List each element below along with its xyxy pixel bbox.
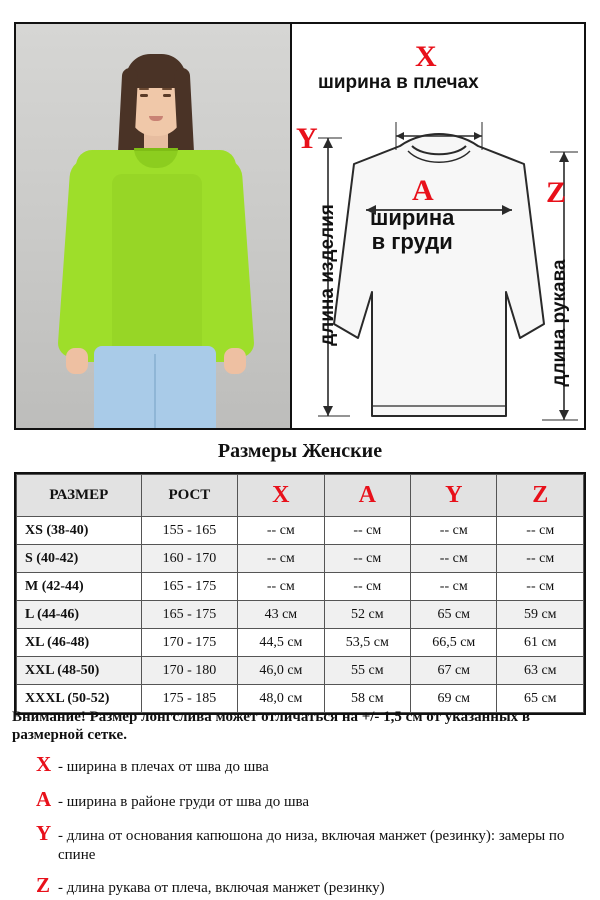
- cell-a: 55 см: [324, 657, 410, 685]
- cell-y: -- см: [411, 517, 497, 545]
- legend: [36, 752, 588, 900]
- cell-size: XXXL (50-52): [17, 685, 142, 713]
- cell-size: XS (38-40): [17, 517, 142, 545]
- cell-a: 52 см: [324, 601, 410, 629]
- cell-height: 165 - 175: [141, 573, 237, 601]
- header-size: РАЗМЕР: [17, 475, 142, 517]
- diagram-label-chest: [370, 206, 454, 254]
- cell-size: L (44-46): [17, 601, 142, 629]
- header-height: РОСТ: [141, 475, 237, 517]
- cell-x: 44,5 см: [238, 629, 324, 657]
- cell-size: M (42-44): [17, 573, 142, 601]
- table-row: [17, 573, 584, 601]
- legend-letter-a: A: [36, 786, 52, 811]
- cell-x: -- см: [238, 517, 324, 545]
- cell-y: -- см: [411, 573, 497, 601]
- cell-z: 61 см: [497, 629, 584, 657]
- table-row: [17, 545, 584, 573]
- diagram-label-chest-line1: ширина: [370, 205, 455, 230]
- cell-height: 170 - 180: [141, 657, 237, 685]
- cell-x: 43 см: [238, 601, 324, 629]
- cell-size: S (40-42): [17, 545, 142, 573]
- warning-text: Внимание! Размер лонгслива может отличаться на +/- 1,5 см от указанных в размерной сетке.: [12, 709, 531, 743]
- cell-x: 48,0 см: [238, 685, 324, 713]
- cell-height: 155 - 165: [141, 517, 237, 545]
- size-table-head: [17, 475, 584, 517]
- diagram-letter-y: Y: [296, 122, 318, 155]
- legend-letter-y: Y: [36, 821, 52, 846]
- diagram-label-length: длина изделия: [317, 204, 338, 346]
- cell-z: -- см: [497, 517, 584, 545]
- cell-a: -- см: [324, 573, 410, 601]
- product-photo-panel: [14, 22, 292, 430]
- header-z: Z: [497, 475, 584, 517]
- cell-z: 65 см: [497, 685, 584, 713]
- cell-y: 66,5 см: [411, 629, 497, 657]
- cell-a: 58 см: [324, 685, 410, 713]
- cell-z: 63 см: [497, 657, 584, 685]
- model-hand-right: [224, 348, 246, 374]
- diagram-letter-z: Z: [546, 176, 567, 209]
- cell-y: 65 см: [411, 601, 497, 629]
- legend-item-a: [36, 787, 588, 813]
- cell-height: 165 - 175: [141, 601, 237, 629]
- table-row: [17, 629, 584, 657]
- table-row: [17, 601, 584, 629]
- legend-letter-z: Z: [36, 872, 51, 897]
- legend-item-x: [36, 752, 588, 778]
- table-row: [17, 657, 584, 685]
- legend-item-y: [36, 821, 588, 864]
- measurement-diagram-panel: [292, 22, 586, 430]
- cell-y: 67 см: [411, 657, 497, 685]
- model-eye-left: [140, 94, 148, 97]
- model-eyebrow-left: [139, 88, 149, 90]
- header-x: X: [238, 475, 324, 517]
- cell-z: 59 см: [497, 601, 584, 629]
- cell-y: 69 см: [411, 685, 497, 713]
- diagram-label-chest-line2: в груди: [371, 228, 453, 254]
- diagram-letter-a: A: [412, 174, 434, 207]
- header-y: Y: [411, 475, 497, 517]
- legend-text-y: - длина от основания капюшона до низа, включая манжет (резинку): замеры по спине: [58, 828, 565, 863]
- top-panels: [14, 22, 586, 430]
- cell-a: 53,5 см: [324, 629, 410, 657]
- diagram-label-sleeve: длина рукава: [549, 259, 570, 387]
- model-hand-left: [66, 348, 88, 374]
- legend-item-z: [36, 873, 588, 899]
- size-table: [16, 474, 584, 713]
- cell-z: -- см: [497, 573, 584, 601]
- size-table-body: [17, 517, 584, 713]
- cell-a: -- см: [324, 545, 410, 573]
- model-eye-right: [163, 94, 171, 97]
- cell-z: -- см: [497, 545, 584, 573]
- diagram-label-shoulders: ширина в плечах: [318, 72, 479, 93]
- cell-size: XL (46-48): [17, 629, 142, 657]
- cell-x: -- см: [238, 545, 324, 573]
- cell-a: -- см: [324, 517, 410, 545]
- cell-height: 170 - 175: [141, 629, 237, 657]
- cell-x: -- см: [238, 573, 324, 601]
- cell-x: 46,0 см: [238, 657, 324, 685]
- size-table-wrapper: [14, 472, 586, 715]
- cell-height: 175 - 185: [141, 685, 237, 713]
- table-header-row: [17, 475, 584, 517]
- header-a: A: [324, 475, 410, 517]
- model-eyebrow-right: [162, 88, 172, 90]
- legend-text-a: - ширина в районе груди от шва до шва: [58, 793, 310, 810]
- legend-text-x: - ширина в плечах от шва до шва: [58, 759, 269, 775]
- measurement-diagram: [292, 24, 584, 428]
- model-jeans-seam: [154, 354, 156, 430]
- table-title: Размеры Женские: [217, 440, 383, 462]
- diagram-letter-x: X: [415, 40, 437, 73]
- cell-size: XXL (48-50): [17, 657, 142, 685]
- table-row: [17, 517, 584, 545]
- garment-shading: [112, 174, 202, 359]
- legend-text-z: - длина рукава от плеча, включая манжет (резинку): [58, 879, 385, 896]
- legend-letter-x: X: [36, 752, 52, 776]
- cell-y: -- см: [411, 545, 497, 573]
- cell-height: 160 - 170: [141, 545, 237, 573]
